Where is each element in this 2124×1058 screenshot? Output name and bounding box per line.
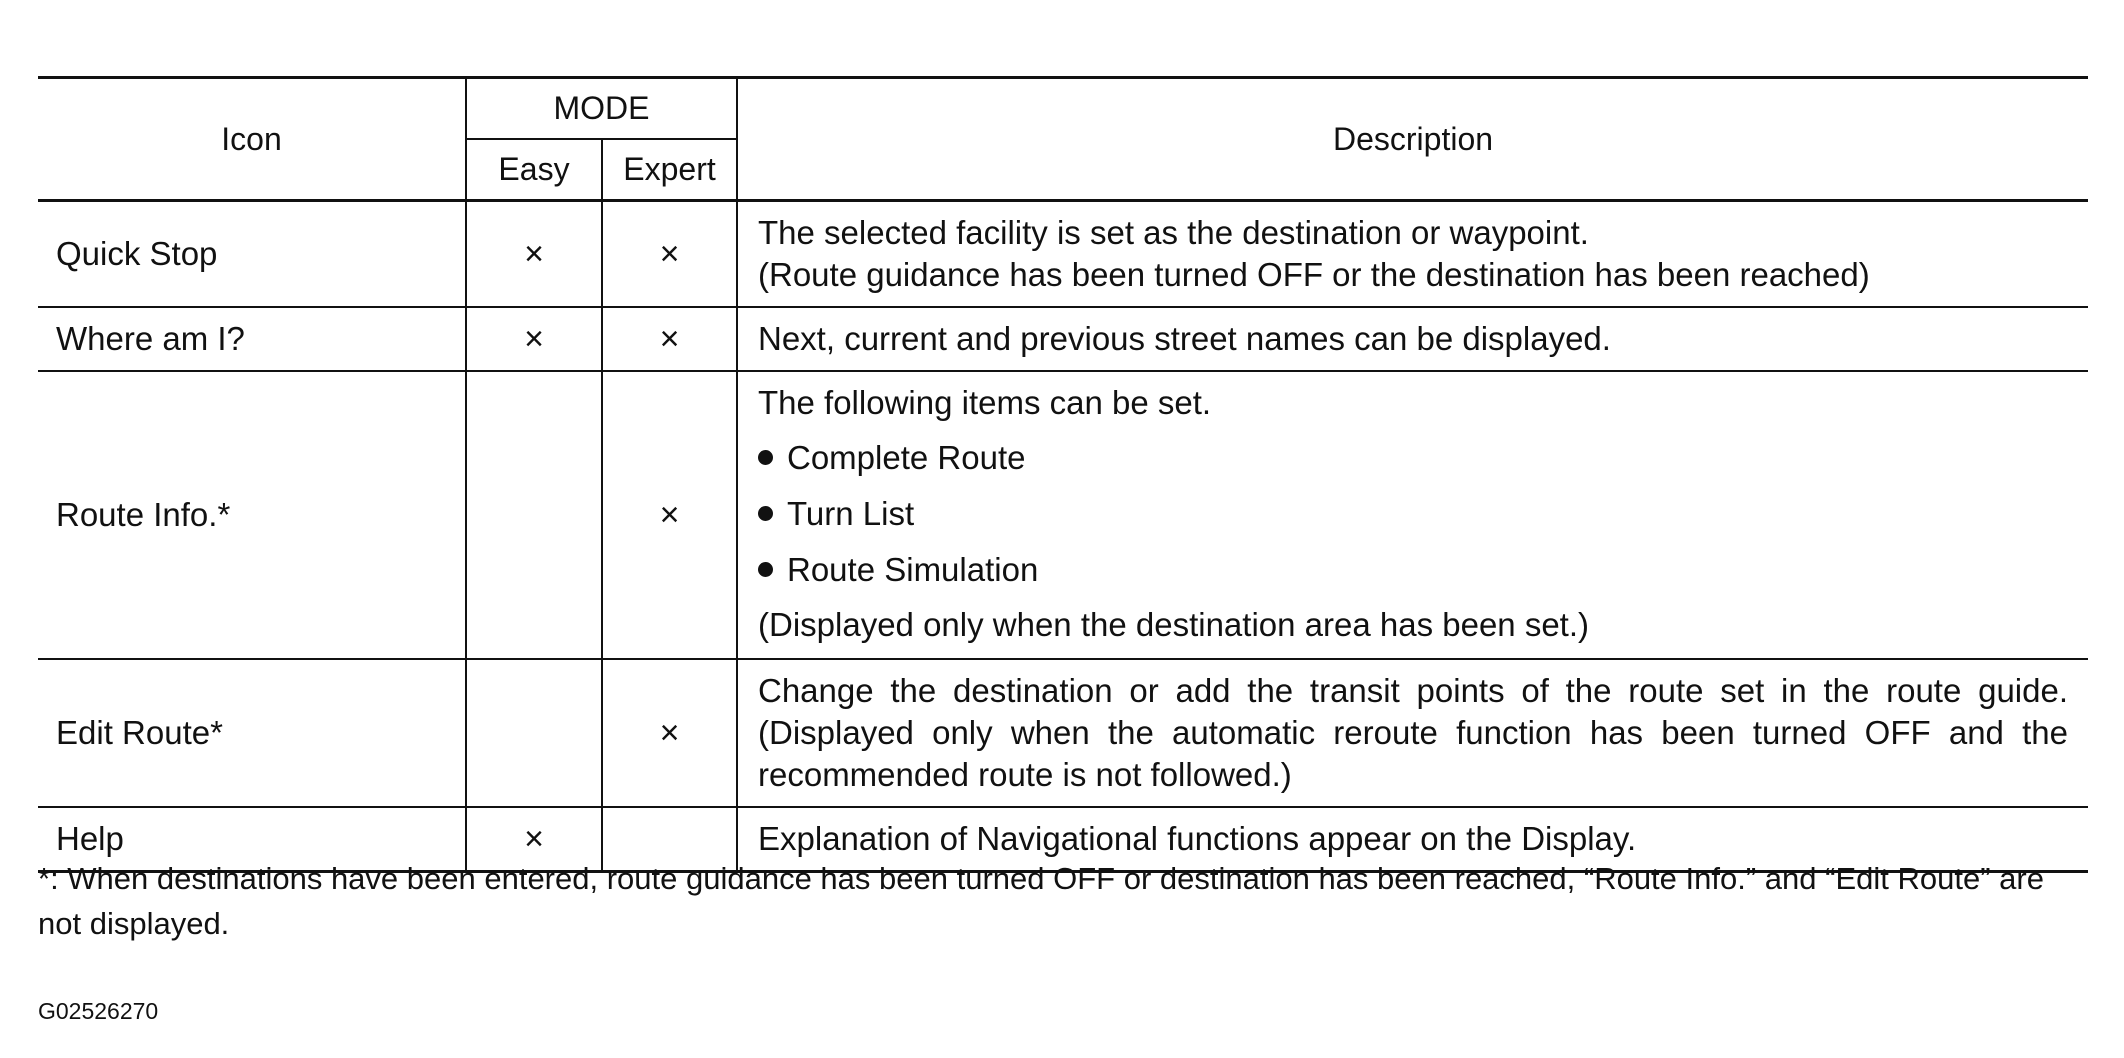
bullet-dot-icon — [758, 562, 773, 577]
bullet-text: Turn List — [787, 495, 915, 532]
row-expert-mark: × — [602, 371, 737, 659]
bullet-dot-icon — [758, 450, 773, 465]
list-item — [758, 430, 2068, 486]
row-description — [737, 201, 2088, 308]
description-bullet-list — [758, 430, 2068, 598]
bullet-dot-icon — [758, 506, 773, 521]
header-mode: MODE — [466, 78, 737, 140]
row-description — [737, 307, 2088, 371]
row-icon-name: Edit Route* — [56, 714, 223, 751]
row-icon-name: Quick Stop — [56, 235, 218, 272]
table-footnote: *: When destinations have been entered, route guidance has been turned OFF or destination has been reached, “Route Info.” and “Edit Route” are not displayed. — [38, 861, 2044, 941]
header-expert: Expert — [602, 139, 737, 201]
description-line: The selected facility is set as the destination or waypoint. — [758, 214, 1589, 251]
header-easy: Easy — [466, 139, 602, 201]
row-easy-mark: × — [466, 307, 602, 371]
row-icon-name: Where am I? — [56, 320, 245, 357]
row-icon-name: Help — [56, 820, 124, 857]
bullet-text: Route Simulation — [787, 551, 1039, 588]
bullet-text: Complete Route — [787, 439, 1026, 476]
header-description: Description — [737, 78, 2088, 201]
row-description — [737, 371, 2088, 659]
table-row-where-am-i — [38, 307, 2088, 371]
list-item — [758, 486, 2068, 542]
row-description: Change the destination or add the transit points of the route set in the route guide. (Displayed only when the automatic reroute function has been turned OFF and the recommended route is not followed.) — [737, 659, 2088, 807]
description-line: (Route guidance has been turned OFF or the destination has been reached) — [758, 256, 1870, 293]
description-line: Explanation of Navigational functions appear on the Display. — [758, 820, 1637, 857]
row-expert-mark: × — [602, 201, 737, 308]
row-expert-mark: × — [602, 307, 737, 371]
description-note: (Displayed only when the destination area has been set.) — [758, 606, 1590, 643]
header-icon: Icon — [38, 78, 466, 201]
list-item — [758, 542, 2068, 598]
header-row-top — [38, 78, 2088, 140]
figure-id: G02526270 — [38, 998, 159, 1024]
row-expert-mark: × — [602, 659, 737, 807]
description-line: Next, current and previous street names can be displayed. — [758, 320, 1611, 357]
table-row-edit-route — [38, 659, 2088, 807]
description-intro: The following items can be set. — [758, 384, 1212, 421]
row-easy-mark — [466, 371, 602, 659]
row-easy-mark — [466, 659, 602, 807]
table-row-quick-stop — [38, 201, 2088, 308]
navigation-functions-table — [38, 76, 2088, 873]
row-icon-name: Route Info.* — [56, 496, 231, 533]
navigation-functions-table-wrapper — [38, 76, 2088, 873]
row-easy-mark: × — [466, 201, 602, 308]
table-row-route-info — [38, 371, 2088, 659]
row-easy-mark: × — [466, 807, 602, 872]
